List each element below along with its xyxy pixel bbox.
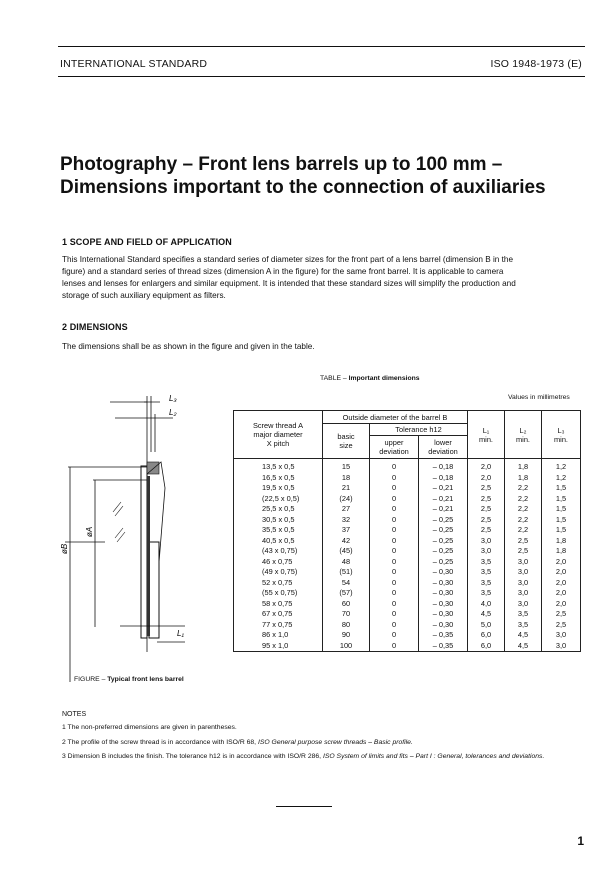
table-row [234,620,581,631]
section-1-text [62,254,590,302]
table-cell: 3,5 [468,588,505,599]
table-cell: (57) [323,588,370,599]
header-l2 [505,411,542,459]
table-cell: 1,8 [542,546,581,557]
table-cell: – 0,25 [419,515,468,526]
table-cell: 2,0 [542,567,581,578]
table-cell: 3,5 [468,567,505,578]
table-cell: 2,0 [468,473,505,484]
table-cell: 67 x 0,75 [234,609,323,620]
header-min: min. [516,434,530,444]
header-lower: lower [434,438,452,447]
table-cell: 0 [370,483,419,494]
note-3-italic: ISO System of limits and fits – Part I : General, tolerances and deviations. [322,753,545,760]
table-cell: 2,5 [468,525,505,536]
table-cell: 0 [370,588,419,599]
section-1-line: figure) and a standard series of thread sizes (dimension A in the figure) for the same front barrel. It is applicable to camera [62,267,504,276]
header-l2-label: L₂ [519,425,527,435]
table-cell: 3,0 [542,630,581,641]
note-2-text: 2 The profile of the screw thread is in accordance with ISO/R 68, [62,739,258,746]
header-pitch: X pitch [266,439,290,448]
table-cell: – 0,25 [419,525,468,536]
figure-caption [74,676,184,683]
table-cell: 3,5 [505,620,542,631]
dimensions-table [233,410,581,652]
table-cell: (43 x 0,75) [234,546,323,557]
table-cell: 2,0 [542,588,581,599]
table-cell: 0 [370,546,419,557]
table-cell: 3,0 [505,599,542,610]
section-1-line: storage of such auxiliary equipment as filters. [62,291,226,300]
table-cell: 0 [370,578,419,589]
table-cell: 0 [370,620,419,631]
header-screw-thread [234,411,323,459]
table-row [234,609,581,620]
table-cell: 2,2 [505,515,542,526]
table-cell: 13,5 x 0,5 [234,459,323,473]
table-cell: 32 [323,515,370,526]
header-upper-deviation [370,436,419,459]
table-cell: 100 [323,641,370,652]
table-cell: 0 [370,641,419,652]
table-cell: 2,0 [542,557,581,568]
table-cell: 0 [370,630,419,641]
table-cell: 0 [370,459,419,473]
table-cell: 2,5 [542,620,581,631]
table-cell: 0 [370,557,419,568]
header-deviation: deviation [428,447,458,456]
table-title [320,375,420,382]
table-row [234,459,581,473]
table-cell: 3,5 [468,578,505,589]
table-cell: 1,2 [542,459,581,473]
table-row [234,588,581,599]
table-cell: 3,0 [468,536,505,547]
table-cell: 1,2 [542,473,581,484]
note-3-text: 3 Dimension B includes the finish. The tolerance h12 is in accordance with ISO/R 286, [62,753,323,760]
table-cell: 86 x 1,0 [234,630,323,641]
table-cell: 2,2 [505,525,542,536]
section-2-text: The dimensions shall be as shown in the figure and given in the table. [62,342,315,351]
table-row [234,473,581,484]
table-cell: 2,5 [468,494,505,505]
table-cell: 2,0 [542,578,581,589]
table-cell: – 0,25 [419,536,468,547]
table-row [234,567,581,578]
table-row [234,536,581,547]
table-cell: 3,0 [505,557,542,568]
table-cell: 77 x 0,75 [234,620,323,631]
figure-label-l2: L₂ [169,408,177,417]
table-cell: 1,8 [505,459,542,473]
figure-label-b: øB [60,543,69,554]
notes-heading: NOTES [62,711,87,718]
note-1: 1 The non-preferred dimensions are given in parentheses. [62,724,237,731]
header-upper: upper [384,438,404,447]
header-basic: basic [337,432,355,441]
header-major-diameter: major diameter [253,430,303,439]
header-lower-deviation [419,436,468,459]
table-cell: 0 [370,536,419,547]
table-cell: 3,5 [505,609,542,620]
table-cell: – 0,30 [419,609,468,620]
table-cell: 2,5 [542,609,581,620]
table-cell: – 0,21 [419,483,468,494]
note-2 [62,738,592,747]
table-cell: 2,2 [505,494,542,505]
table-cell: 3,0 [468,546,505,557]
section-1-heading: 1 SCOPE AND FIELD OF APPLICATION [62,237,232,247]
table-cell: 0 [370,504,419,515]
table-row [234,546,581,557]
table-cell: 2,0 [542,599,581,610]
table-row [234,557,581,568]
table-cell: – 0,21 [419,504,468,515]
table-cell: 0 [370,525,419,536]
table-cell: – 0,30 [419,588,468,599]
table-cell: 42 [323,536,370,547]
table-cell: 0 [370,599,419,610]
table-cell: 3,0 [505,588,542,599]
table-cell: (51) [323,567,370,578]
table-cell: 1,5 [542,494,581,505]
title-line-1: Photography – Front lens barrels up to 100 mm – [60,154,503,175]
header-min: min. [554,434,568,444]
section-1-line: This International Standard specifies a standard series of diameter sizes for the front part of a lens barrel (dimension B in the [62,255,514,264]
table-row [234,525,581,536]
table-cell: 21 [323,483,370,494]
header-l3-label: L₃ [557,425,565,435]
table-cell: – 0,25 [419,546,468,557]
table-cell: 2,5 [505,546,542,557]
table-cell: 1,5 [542,504,581,515]
header-l1 [468,411,505,459]
header-rule [58,76,585,77]
figure-label-l1: L₁ [177,629,184,638]
table-cell: – 0,30 [419,599,468,610]
table-cell: – 0,21 [419,494,468,505]
header-screw-thread-label: Screw thread A [252,421,304,430]
table-row [234,599,581,610]
table-cell: 1,5 [542,483,581,494]
table-cell: 6,0 [468,630,505,641]
table-cell: – 0,35 [419,630,468,641]
header-min: min. [479,434,493,444]
table-cell: 19,5 x 0,5 [234,483,323,494]
table-units: Values in millimetres [508,394,570,401]
page-title [60,153,580,199]
header-l1-label: L₁ [482,425,490,435]
table-cell: 52 x 0,75 [234,578,323,589]
table-cell: 3,5 [468,557,505,568]
table-cell: 95 x 1,0 [234,641,323,652]
table-cell: 2,5 [468,504,505,515]
table-cell: – 0,30 [419,620,468,631]
table-cell: (55 x 0,75) [234,588,323,599]
table-cell: 15 [323,459,370,473]
table-cell: 46 x 0,75 [234,557,323,568]
table-cell: 5,0 [468,620,505,631]
table-cell: – 0,18 [419,459,468,473]
figure-lens-barrel [60,392,225,682]
table-row [234,630,581,641]
table-cell: – 0,30 [419,578,468,589]
table-cell: 3,0 [505,567,542,578]
table-cell: 1,8 [505,473,542,484]
table-row [234,494,581,505]
table-title-bold: Important dimensions [348,375,420,382]
table-cell: 40,5 x 0,5 [234,536,323,547]
table-row [234,641,581,652]
figure-label-a: øA [85,526,94,537]
note-2-italic: ISO General purpose screw threads – Basic profile. [257,739,413,746]
table-cell: 1,5 [542,525,581,536]
table-cell: 35,5 x 0,5 [234,525,323,536]
table-cell: 58 x 0,75 [234,599,323,610]
table-cell: 27 [323,504,370,515]
table-cell: 60 [323,599,370,610]
table-cell: – 0,25 [419,557,468,568]
table-row [234,483,581,494]
header-standard-label: INTERNATIONAL STANDARD [60,58,208,70]
header-l3 [542,411,581,459]
table-cell: 90 [323,630,370,641]
header-document-number: ISO 1948-1973 (E) [490,58,582,70]
table-cell: 4,5 [505,641,542,652]
table-cell: 3,0 [542,641,581,652]
table-cell: 2,0 [468,459,505,473]
table-cell: 3,0 [505,578,542,589]
table-cell: 18 [323,473,370,484]
table-body [234,459,581,652]
table-cell: 1,8 [542,536,581,547]
table-cell: 2,2 [505,483,542,494]
note-3 [62,752,592,761]
table-cell: – 0,30 [419,567,468,578]
table-cell: 4,5 [468,609,505,620]
table-title-prefix: TABLE – [320,375,347,382]
table-cell: 2,5 [468,483,505,494]
table-cell: – 0,35 [419,641,468,652]
table-cell: – 0,18 [419,473,468,484]
table-cell: (49 x 0,75) [234,567,323,578]
header-outside-diameter: Outside diameter of the barrel B [323,411,468,424]
table-cell: 2,5 [468,515,505,526]
section-2-heading: 2 DIMENSIONS [62,322,128,332]
table-cell: 4,5 [505,630,542,641]
page-number: 1 [577,834,584,848]
table-cell: 30,5 x 0,5 [234,515,323,526]
figure-label-l3: L₃ [169,394,177,403]
table-cell: 0 [370,494,419,505]
bottom-rule [276,806,332,807]
figure-caption-bold: Typical front lens barrel [107,676,184,683]
table-cell: 6,0 [468,641,505,652]
top-rule [58,46,585,47]
table-cell: (24) [323,494,370,505]
table-cell: 2,5 [505,536,542,547]
table-cell: 54 [323,578,370,589]
table-cell: 37 [323,525,370,536]
title-line-2: Dimensions important to the connection of auxiliaries [60,177,546,198]
header-deviation: deviation [379,447,409,456]
table-row [234,515,581,526]
table-cell: 4,0 [468,599,505,610]
table-cell: 25,5 x 0,5 [234,504,323,515]
table-cell: 0 [370,473,419,484]
figure-caption-prefix: FIGURE – [74,676,106,683]
table-cell: 70 [323,609,370,620]
table-cell: 16,5 x 0,5 [234,473,323,484]
table-cell: 2,2 [505,504,542,515]
table-cell: 0 [370,515,419,526]
header-size: size [339,441,353,450]
header-basic-size [323,424,370,459]
table-cell: 0 [370,609,419,620]
table-cell: 48 [323,557,370,568]
table-cell: 1,5 [542,515,581,526]
section-1-line: lenses and lenses for enlargers and similar equipment. It is intended that these standard sizes will simplify the production and [62,279,516,288]
header-tolerance: Tolerance h12 [370,424,468,436]
table-row [234,504,581,515]
table-cell: (22,5 x 0,5) [234,494,323,505]
table-row [234,578,581,589]
table-cell: 0 [370,567,419,578]
table-cell: (45) [323,546,370,557]
table-cell: 80 [323,620,370,631]
